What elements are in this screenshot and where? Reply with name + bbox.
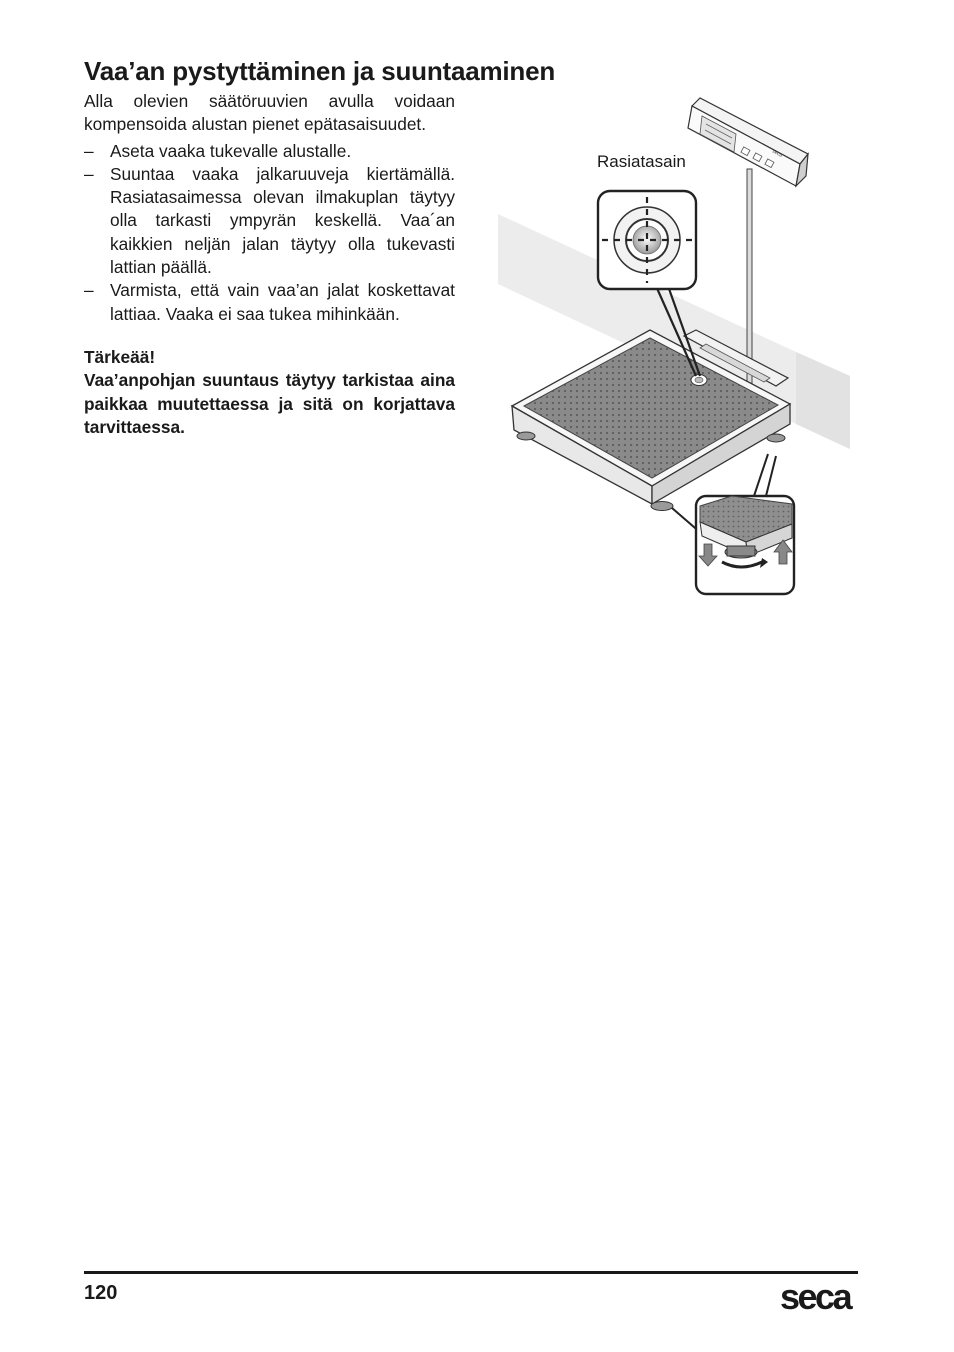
list-item	[84, 163, 455, 279]
list-item-text: Varmista, että vain vaa’an jalat koskettavat lattiaa. Vaaka ei saa tukea mihinkään.	[110, 280, 455, 324]
list-item	[84, 140, 455, 163]
list-item	[84, 279, 455, 326]
important-note	[84, 346, 455, 439]
footer-rule	[84, 1271, 858, 1274]
important-heading: Tärkeää!	[84, 346, 156, 367]
scale-illustration	[496, 94, 856, 599]
page-title: Vaa’an pystyttäminen ja suuntaaminen	[84, 56, 556, 86]
bullet-dash: –	[84, 280, 94, 301]
display-brand: seca	[771, 148, 784, 159]
spirit-level-label: Rasiatasain	[597, 152, 686, 171]
bullet-dash: –	[84, 163, 94, 184]
bullet-dash: –	[84, 140, 94, 161]
instruction-list	[84, 140, 455, 326]
list-item-text: Suuntaa vaaka jalkaruuveja kiertämällä. Rasiatasaimessa olevan ilmakuplan täytyy olla tarkasti ympyrän keskellä. Vaa´an kaikkien neljän jalan täytyy olla tukevasti lattian päällä.	[110, 163, 455, 278]
intro-paragraph: Alla olevien säätöruuvien avulla voidaan kompensoida alustan pienet epätasaisuudet.	[84, 91, 455, 135]
column-pole	[747, 169, 752, 389]
brand-logo: seca	[780, 1276, 851, 1317]
text-column	[84, 90, 455, 439]
important-text: Vaa’anpohjan suuntaus täytyy tarkistaa aina paikkaa muutettaessa ja sitä on korjattava tarvittaessa.	[84, 370, 455, 437]
page-number: 120	[84, 1282, 118, 1304]
list-item-text: Aseta vaaka tukevalle alustalle.	[110, 140, 352, 161]
